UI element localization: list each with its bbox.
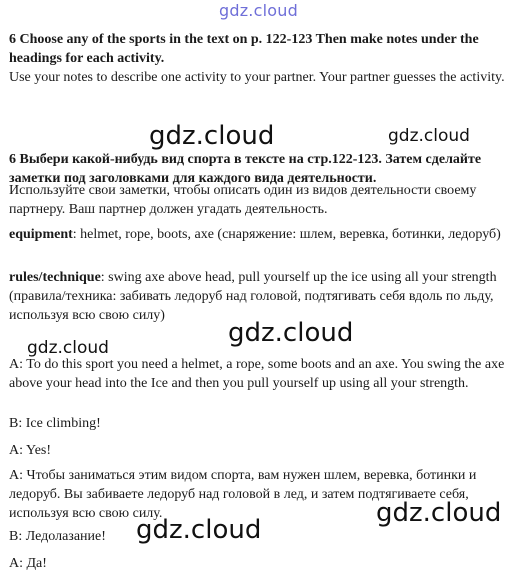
notes-equipment (9, 225, 505, 244)
dialogue-b1-en: B: Ice climbing! (9, 416, 101, 431)
watermark-center: gdz.cloud (228, 318, 354, 348)
watermark-mid-right: gdz.cloud (388, 126, 470, 146)
equipment-label: equipment (9, 227, 73, 242)
dialogue-a1-ru: А: Чтобы заниматься этим видом спорта, вам нужен шлем, веревка, ботинки и ледоруб. Вы забиваете ледоруб над головой в лед, и затем подтягиваете себя, используя всю свою силу. (9, 468, 477, 521)
watermark-top: gdz.cloud (219, 1, 298, 20)
notes-rules (9, 268, 505, 325)
dialogue-b1-ru: В: Ледолазание! (9, 529, 106, 544)
dialogue-a1-en: A: To do this sport you need a helmet, a rope, some boots and an axe. You swing the axe above your head into the Ice and then you pull yourself up using all your strength. (9, 357, 505, 391)
task-heading-ru: 6 Выбери какой-нибудь вид спорта в тексте на стр.122-123. Затем сделайте заметки под заголовками для каждого вида деятельности. (9, 152, 482, 186)
task-instruction-en: Use your notes to describe one activity to your partner. Your partner guesses the activity. (9, 70, 505, 85)
rules-label: rules/technique (9, 270, 101, 285)
watermark-small-left: gdz.cloud (27, 338, 109, 358)
dialogue-a2-en: A: Yes! (9, 443, 52, 458)
dialogue-a2-ru: А: Да! (9, 556, 47, 571)
watermark-mid-left: gdz.cloud (149, 121, 275, 151)
rules-text: : swing axe above head, pull yourself up the ice using all your strength (правила/техника: забивать ледоруб над головой, подтягивать себя вдоль по льду, используя всю свою силу) (9, 270, 497, 323)
watermark-bottom-right: gdz.cloud (376, 498, 502, 528)
task-instruction-ru: Используйте свои заметки, чтобы описать один из видов деятельности своему партнеру. Ваш партнер должен угадать деятельность. (9, 183, 477, 217)
watermark-bottom-center: gdz.cloud (136, 515, 262, 545)
task-heading-en: 6 Choose any of the sports in the text on p. 122-123 Then make notes under the headings for each activity. (9, 32, 479, 66)
equipment-text: : helmet, rope, boots, axe (снаряжение: шлем, веревка, ботинки, ледоруб) (72, 227, 501, 242)
